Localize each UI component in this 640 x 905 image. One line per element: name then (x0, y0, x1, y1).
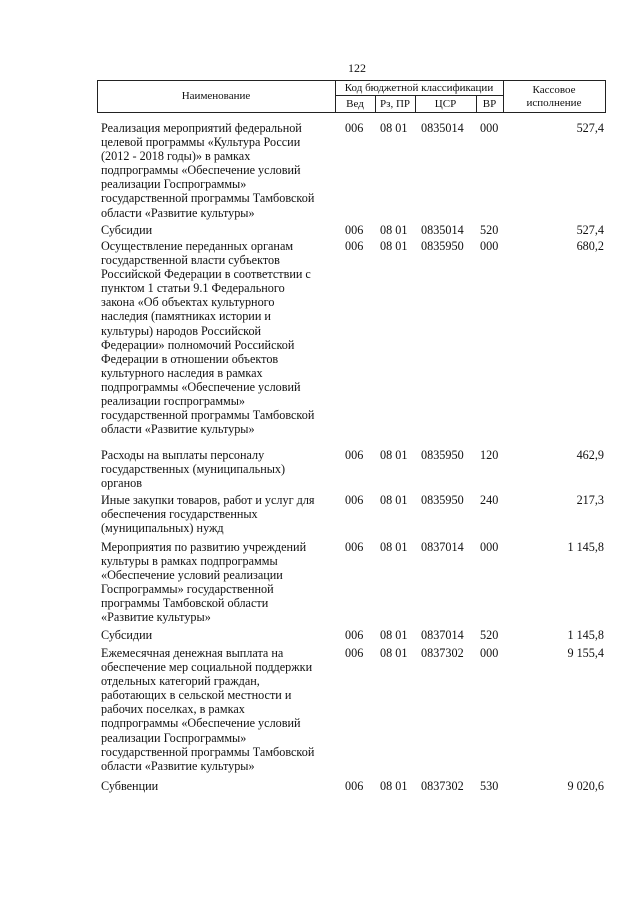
row-csr: 0835950 (421, 493, 464, 507)
row-vr: 520 (480, 628, 499, 642)
row-rz: 08 01 (380, 540, 408, 554)
row-name: Расходы на выплаты персоналу государственных (муниципальных) органов (101, 448, 286, 491)
header-name: Наименование (181, 90, 251, 102)
row-rz: 08 01 (380, 779, 408, 793)
row-sum: 9 155,4 (567, 646, 604, 660)
row-rz: 08 01 (380, 121, 408, 135)
header-bottom-border (97, 112, 606, 113)
row-name: Реализация мероприятий федеральной целевой программы «Культура России (2012 - 2018 годы)» в рамках подпрограммы «Обеспечение условий реализации Госпрограммы» государственной программы Тамбовской области «Развитие культуры» (101, 121, 315, 220)
page-number: 122 (348, 61, 366, 75)
row-sum: 1 145,8 (567, 540, 604, 554)
row-csr: 0835950 (421, 239, 464, 253)
row-vr: 000 (480, 121, 499, 135)
row-sum: 462,9 (576, 448, 604, 462)
row-ved: 006 (345, 239, 364, 253)
row-csr: 0837302 (421, 646, 464, 660)
row-name: Мероприятия по развитию учреждений культуры в рамках подпрограммы «Обеспечение условий реализации Госпрограммы» государственной программы Тамбовской области «Развитие культуры» (101, 540, 307, 625)
row-name: Ежемесячная денежная выплата на обеспечение мер социальной поддержки отдельных категорий граждан, работающих в сельской местности и рабочих поселках, в рамках подпрограммы «Обеспечение условий реализации Госпрограммы» государственной программы Тамбовской области «Развитие культуры» (101, 646, 315, 773)
header-sum-line2: исполнение (526, 97, 582, 109)
row-sum: 1 145,8 (567, 628, 604, 642)
row-name: Субсидии (101, 223, 153, 237)
row-rz: 08 01 (380, 223, 408, 237)
row-rz: 08 01 (380, 448, 408, 462)
row-vr: 120 (480, 448, 499, 462)
table-header (97, 80, 606, 113)
row-vr: 000 (480, 646, 499, 660)
row-rz: 08 01 (380, 628, 408, 642)
row-ved: 006 (345, 223, 364, 237)
header-budget-group: Код бюджетной классификации (344, 82, 494, 94)
row-vr: 520 (480, 223, 499, 237)
row-sum: 527,4 (576, 121, 604, 135)
header-csr: ЦСР (434, 98, 457, 110)
row-vr: 000 (480, 540, 499, 554)
row-csr: 0835014 (421, 223, 464, 237)
header-vr: ВР (482, 98, 497, 110)
row-name: Иные закупки товаров, работ и услуг для обеспечения государственных (муниципальных) нужд (101, 493, 315, 536)
header-sum-line1: Кассовое (532, 84, 576, 96)
row-ved: 006 (345, 493, 364, 507)
row-vr: 000 (480, 239, 499, 253)
row-sum: 9 020,6 (567, 779, 604, 793)
header-rz: Рз, ПР (379, 98, 411, 110)
row-ved: 006 (345, 646, 364, 660)
row-csr: 0835014 (421, 121, 464, 135)
row-ved: 006 (345, 628, 364, 642)
header-ved: Вед (346, 98, 364, 110)
row-vr: 240 (480, 493, 499, 507)
row-vr: 530 (480, 779, 499, 793)
row-name: Осуществление переданных органам государственной власти субъектов Российской Федерации в соответствии с пунктом 1 статьи 9.1 Федерального закона «Об объектах культурного наследия (памятниках истории и культуры) народов Российской Федерации» полномочий Российской Федерации в отношении объектов культурного наследия в рамках подпрограммы «Обеспечение условий реализации госпрограммы» государственной программы Тамбовской области «Развитие культуры» (101, 239, 315, 437)
row-rz: 08 01 (380, 239, 408, 253)
row-rz: 08 01 (380, 493, 408, 507)
row-ved: 006 (345, 448, 364, 462)
row-rz: 08 01 (380, 646, 408, 660)
row-name: Субвенции (101, 779, 159, 793)
row-name: Субсидии (101, 628, 153, 642)
row-csr: 0837014 (421, 628, 464, 642)
row-ved: 006 (345, 121, 364, 135)
header-top-border (97, 80, 606, 81)
row-ved: 006 (345, 540, 364, 554)
header-right-border (605, 80, 606, 113)
row-sum: 527,4 (576, 223, 604, 237)
row-csr: 0835950 (421, 448, 464, 462)
header-mid-border (335, 95, 503, 96)
row-ved: 006 (345, 779, 364, 793)
row-csr: 0837014 (421, 540, 464, 554)
row-csr: 0837302 (421, 779, 464, 793)
row-sum: 217,3 (576, 493, 604, 507)
row-sum: 680,2 (576, 239, 604, 253)
